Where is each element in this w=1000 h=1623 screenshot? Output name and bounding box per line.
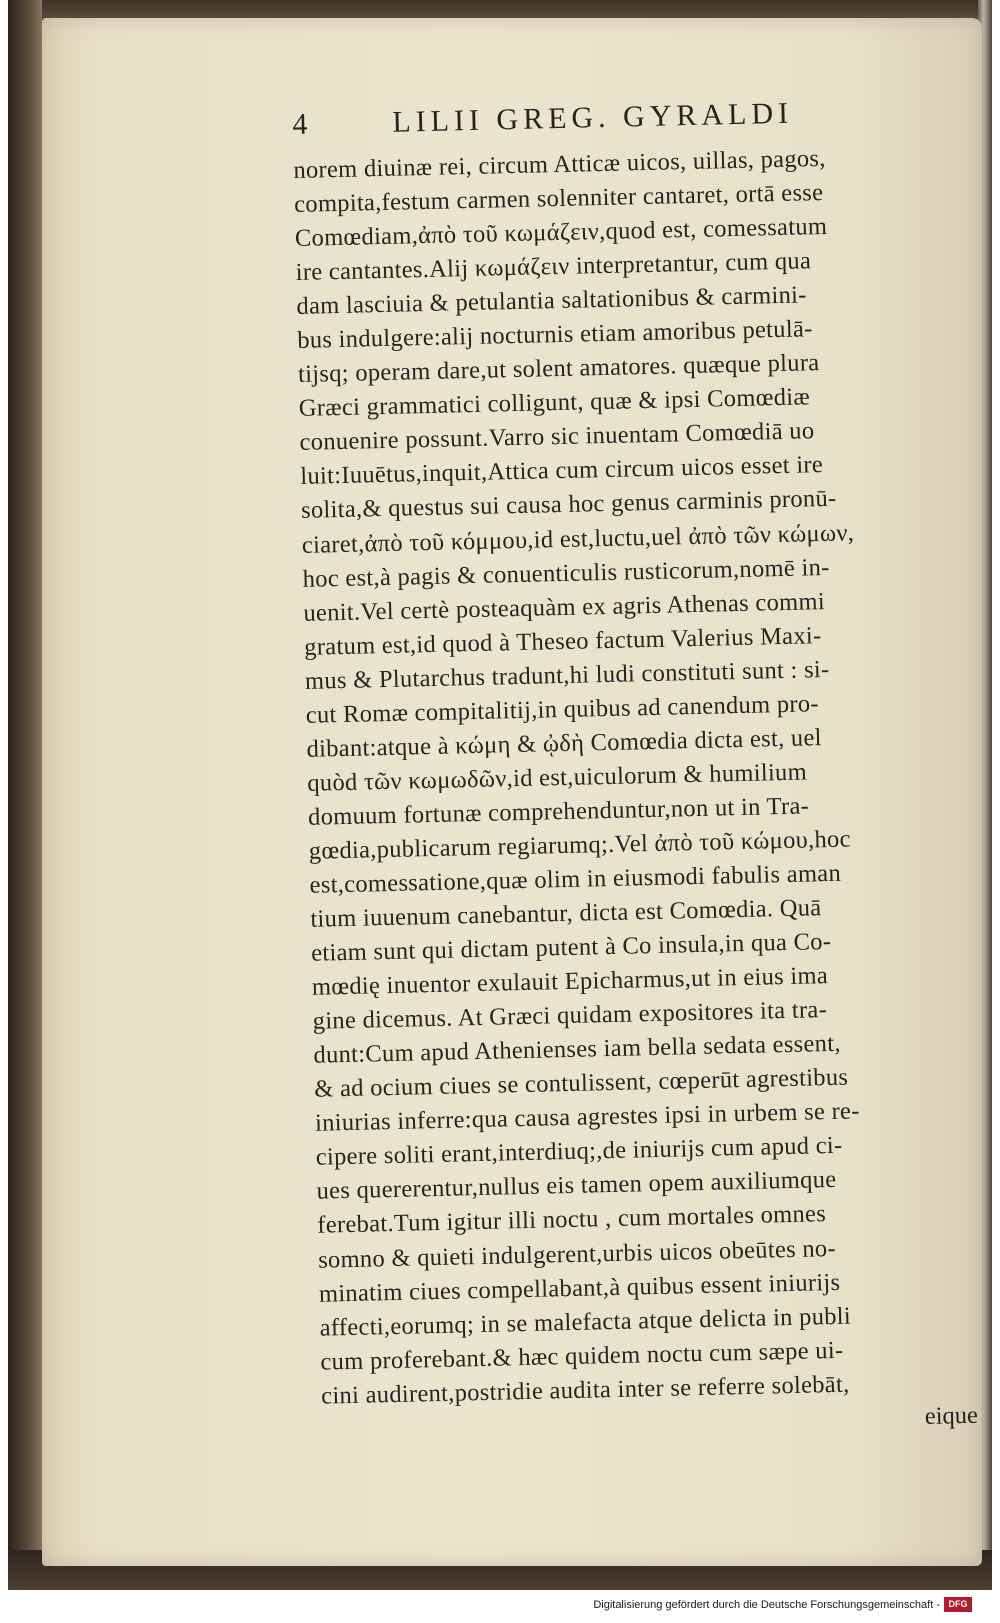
body-text bbox=[293, 138, 1000, 1413]
text-line: cum proferebant.& hæc quidem noctu cum sæpe ui- bbox=[320, 1336, 844, 1376]
text-line: affecti,eorumq; in se malefacta atque delicta in publi bbox=[319, 1302, 852, 1342]
text-line: compita,festum carmen solenniter cantaret, ortā esse bbox=[293, 179, 824, 219]
text-line: Græci grammatici colligunt, quæ & ipsi Comœdiæ bbox=[298, 383, 811, 423]
text-line: bus indulgere:alij nocturnis etiam amoribus petulā- bbox=[296, 315, 813, 355]
text-line: gine dicemus. At Græci quidam expositores ita tra- bbox=[312, 996, 828, 1035]
text-line: norem diuinæ rei, circum Atticæ uicos, uillas, pagos, bbox=[293, 144, 826, 184]
text-line: domuum fortunæ comprehenduntur,non ut in Tra- bbox=[307, 792, 810, 831]
text-line: dam lasciuia & petulantia saltationibus & carmini- bbox=[296, 281, 807, 321]
text-line: iniurias inferre:qua causa agrestes ipsi in urbem se re- bbox=[314, 1097, 860, 1138]
text-line: gœdia,publicarum regiarumq;.Vel ἀπὸ τοῦ κώμου,hoc bbox=[308, 825, 852, 865]
text-line: ire cantantes.Alij κωμάζειν interpretantur, cum qua bbox=[295, 247, 812, 287]
text-line: tijsq; operam dare,ut solent amatores. quæque plura bbox=[297, 349, 820, 389]
page-text-block bbox=[292, 92, 1000, 1447]
text-line: cini audirent,postridie audita inter se referre solebāt, bbox=[320, 1370, 850, 1410]
text-line: conuenire possunt.Varro sic inuentam Comœdiā uo bbox=[299, 417, 815, 457]
text-line: tium iuuenum canebantur, dicta est Comœdia. Quā bbox=[310, 894, 822, 933]
text-line: etiam sunt qui dictam putent à Co insula,in qua Co- bbox=[310, 928, 832, 967]
text-line: ues quererentur,nullus eis tamen opem auxiliumque bbox=[316, 1166, 837, 1206]
text-line: mus & Plutarchus tradunt,hi ludi constituti sunt : si- bbox=[304, 655, 830, 695]
text-line: ciaret,ἀπὸ τοῦ κόμμου,id est,luctu,uel ἀπὸ τῶν κώμων, bbox=[301, 518, 855, 559]
text-line: minatim ciues compellabant,à quibus essent iniurijs bbox=[318, 1268, 841, 1308]
book-spine-edge bbox=[8, 0, 42, 1590]
text-line: solita,& questus sui causa hoc genus carminis pronū- bbox=[300, 485, 837, 525]
text-line: cut Romæ compitalitij,in quibus ad canendum pro- bbox=[305, 689, 820, 729]
text-line: quòd τῶν κωμωδῶν,id est,uiculorum & humilium bbox=[307, 758, 808, 797]
text-line: est,comessatione,quæ olim in eiusmodi fabulis aman bbox=[309, 859, 842, 899]
text-line: dibant:atque à κώμη & ᾠδὴ Comœdia dicta est, uel bbox=[306, 723, 823, 763]
catchword: eique bbox=[924, 1401, 979, 1430]
text-line: cipere soliti erant,interdiuq;,de iniurijs cum apud ci- bbox=[315, 1132, 843, 1172]
text-line: Comœdiam,ἀπὸ τοῦ κωμάζειν,quod est, comessatum bbox=[294, 212, 828, 253]
dfg-logo: DFG bbox=[944, 1597, 972, 1612]
text-line: uenit.Vel certè posteaquàm ex agris Athenas commi bbox=[303, 587, 826, 627]
running-head: LILII GREG. GYRALDI bbox=[391, 96, 794, 139]
page-number: 4 bbox=[292, 107, 308, 141]
text-line: ferebat.Tum igitur illi noctu , cum mortales omnes bbox=[317, 1200, 827, 1240]
text-line: dunt:Cum apud Athenienses iam bella sedata essent, bbox=[313, 1030, 842, 1069]
funding-credit: Digitalisierung gefördert durch die Deutsche Forschungsgemeinschaft - bbox=[593, 1599, 940, 1611]
text-line: gratum est,id quod à Theseo factum Valerius Maxi- bbox=[303, 621, 822, 661]
digitization-footer bbox=[0, 1590, 1000, 1623]
text-line: luit:Iuuētus,inquit,Attica cum circum uicos esset ire bbox=[300, 451, 824, 491]
text-line: mœdię inuentor exulauit Epicharmus,ut in eius ima bbox=[311, 962, 829, 1001]
text-line: somno & quieti indulgerent,urbis uicos obeūtes no- bbox=[317, 1234, 837, 1274]
text-line: hoc est,à pagis & conuenticulis rusticorum,nomē in- bbox=[302, 553, 830, 593]
text-line: & ad ocium ciues se contulissent, cœperūt agrestibus bbox=[313, 1063, 849, 1104]
